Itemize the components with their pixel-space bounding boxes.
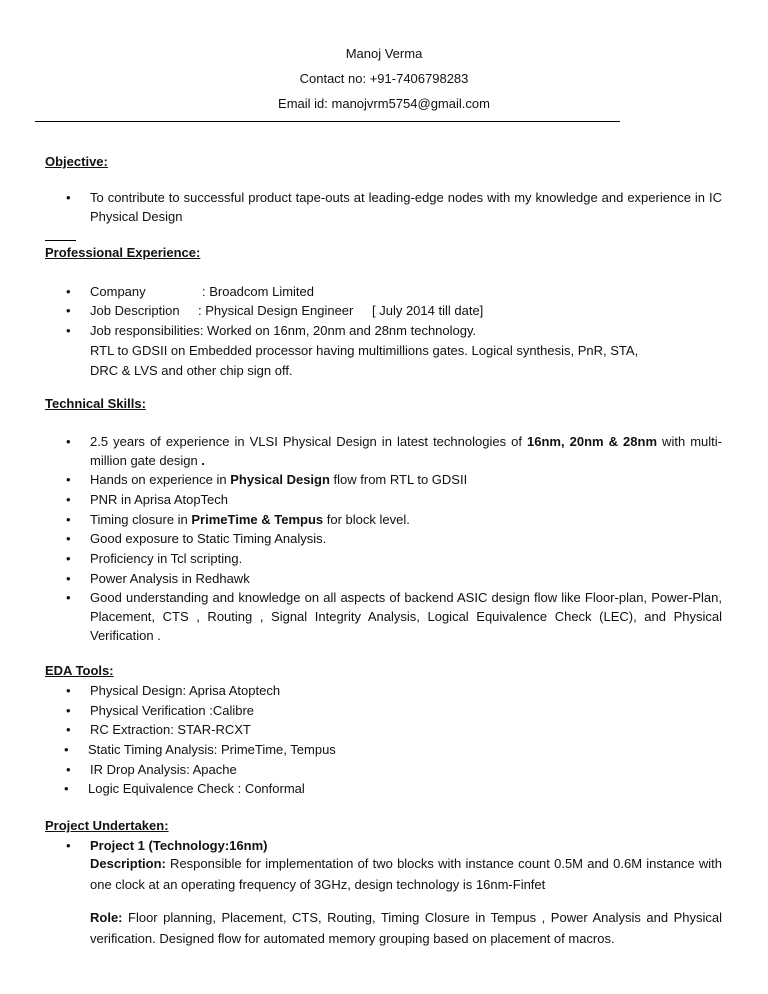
responsibilities-item: • Job responsibilities: Worked on 16nm, 20nm and 28nm technology. RTL to GDSII on Embedded processor having multimillions gates. Logical synthesis, PnR, STA, DRC & LVS and other chip sign off.: [66, 323, 639, 378]
tool-item: • RC Extraction: STAR-RCXT: [66, 722, 251, 737]
bullet-icon: •: [66, 492, 71, 507]
bullet-icon: •: [66, 434, 71, 449]
skill-item: • Good understanding and knowledge on all aspects of backend ASIC design flow like Floor-plan, Power-Plan, Placement, CTS , Routing , Signal Integrity Analysis, Logical Equivalence Check (LEC), and Physical Verification .: [66, 590, 722, 643]
tool-item: • Physical Verification :Calibre: [66, 703, 255, 718]
contact-number: Contact no: +91-7406798283: [299, 71, 469, 86]
tool-item: • IR Drop Analysis: Apache: [66, 762, 237, 777]
tools-heading: EDA Tools:: [45, 663, 114, 678]
project-title: Project 1 (Technology:16nm): [90, 838, 268, 853]
tool-item: • Logic Equivalence Check : Conformal: [64, 781, 305, 796]
tool-item: • Static Timing Analysis: PrimeTime, Tempus: [64, 742, 336, 757]
bullet-icon: •: [66, 571, 71, 586]
bullet-icon: •: [66, 722, 71, 737]
bullet-icon: •: [66, 472, 71, 487]
header-divider: [35, 121, 620, 122]
skill-item: • Proficiency in Tcl scripting.: [66, 551, 243, 566]
tool-item: • Physical Design: Aprisa Atoptech: [66, 683, 281, 698]
bullet-icon: •: [66, 284, 71, 299]
bullet-icon: •: [64, 781, 69, 796]
bullet-icon: •: [66, 303, 71, 318]
objective-heading: Objective:: [45, 154, 108, 169]
bullet-icon: •: [64, 742, 69, 757]
skill-item: • 2.5 years of experience in VLSI Physical Design in latest technologies of 16nm, 20nm & 28nm with multi-million gate design .: [66, 434, 722, 468]
skills-heading: Technical Skills:: [45, 396, 146, 411]
bullet-icon: •: [66, 531, 71, 546]
section-divider: [45, 240, 76, 241]
project-role: Role: Floor planning, Placement, CTS, Routing, Timing Closure in Tempus , Power Analysis and Physical verification. Designed flow for automated memory grouping based on placement of macros.: [90, 910, 722, 946]
bullet-icon: •: [66, 551, 71, 566]
experience-heading: Professional Experience:: [45, 245, 201, 260]
candidate-name: Manoj Verma: [345, 46, 423, 61]
objective-item: • To contribute to successful product tape-outs at leading-edge nodes with my knowledge and experience in IC Physical Design: [66, 190, 722, 224]
skill-item: • Hands on experience in Physical Design flow from RTL to GDSII: [66, 472, 468, 487]
job-description-item: • Job Description : Physical Design Engineer [ July 2014 till date]: [66, 303, 484, 318]
bullet-icon: •: [66, 590, 71, 605]
bullet-icon: •: [66, 838, 71, 853]
email-address: Email id: manojvrm5754@gmail.com: [278, 96, 490, 111]
project-description: Description: Responsible for implementation of two blocks with instance count 0.5M and 0.6M instance with one clock at an operating frequency of 3GHz, design technology is 16nm-Finfet: [90, 856, 722, 892]
bullet-icon: •: [66, 683, 71, 698]
bullet-icon: •: [66, 323, 71, 338]
company-item: • Company : Broadcom Limited: [66, 284, 314, 299]
bullet-icon: •: [66, 762, 71, 777]
bullet-icon: •: [66, 703, 71, 718]
bullet-icon: •: [66, 512, 71, 527]
skill-item: • PNR in Aprisa AtopTech: [66, 492, 229, 507]
skill-item: • Good exposure to Static Timing Analysis.: [66, 531, 327, 546]
skill-item: • Timing closure in PrimeTime & Tempus for block level.: [66, 512, 410, 527]
bullet-icon: •: [66, 190, 71, 205]
skill-item: • Power Analysis in Redhawk: [66, 571, 250, 586]
projects-heading: Project Undertaken:: [45, 818, 169, 833]
